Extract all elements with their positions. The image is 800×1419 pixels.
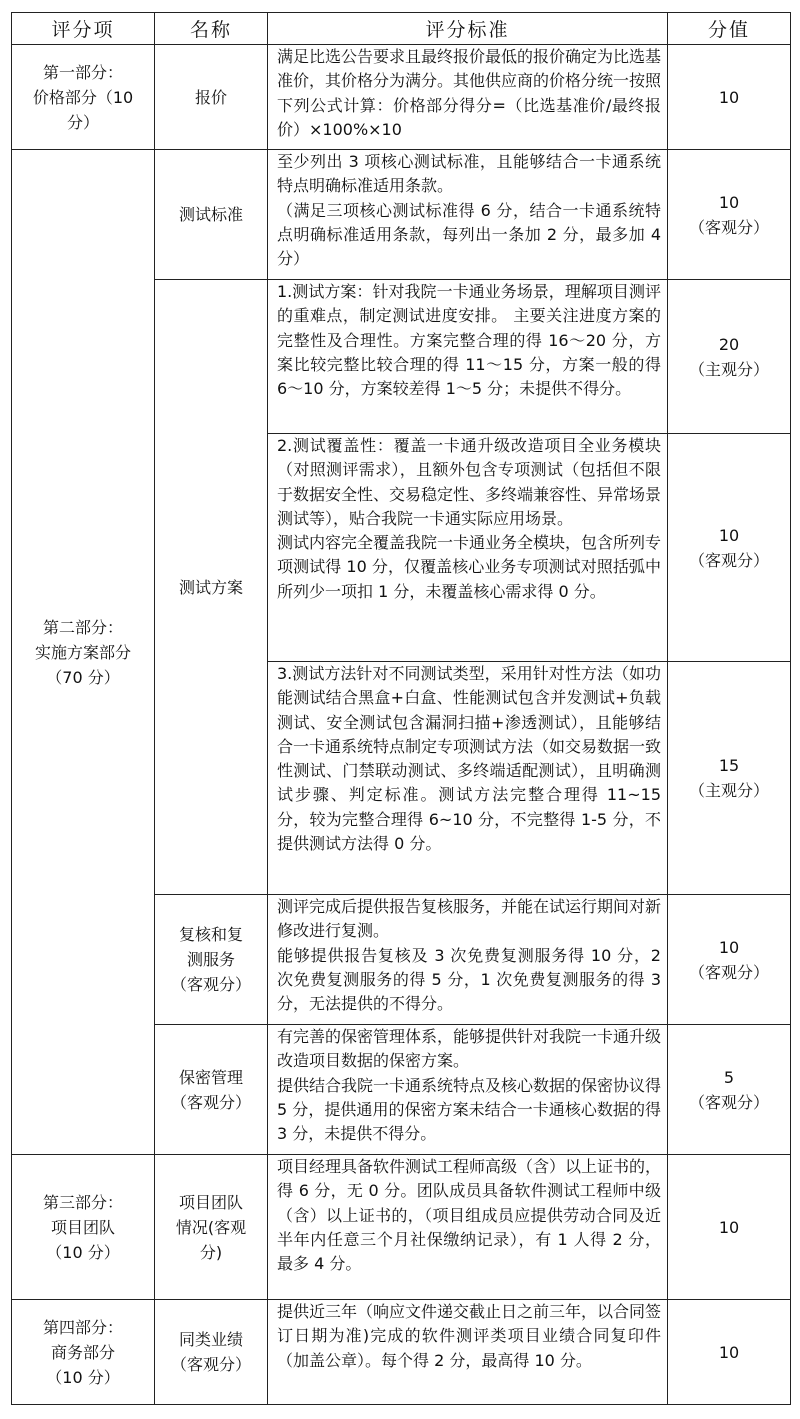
criteria-cell: 满足比选公告要求且最终报价最低的报价确定为比选基准价，其价格分为满分。其他供应商的价格分统一按照下列公式计算：价格部分得分=（比选基准价/最终报价）×100%×10: [268, 45, 668, 150]
criteria-cell: 有完善的保密管理体系，能够提供针对我院一卡通升级改造项目数据的保密方案。 提供结合我院一卡通系统特点及核心数据的保密协议得 5 分，提供通用的保密方案未结合一卡通核心数据的得 3 分，未提供不得分。: [268, 1025, 668, 1155]
part-2-cell: 第二部分： 实施方案部分 （70 分）: [12, 150, 155, 1155]
score-cell: 10 （客观分）: [668, 150, 791, 280]
score-cell: 20 （主观分）: [668, 280, 791, 434]
name-cell: 报价: [155, 45, 268, 150]
criteria-cell: 至少列出 3 项核心测试标准，且能够结合一卡通系统特点明确标准适用条款。 （满足三项核心测试标准得 6 分，结合一卡通系统特点明确标准适用条款，每列出一条加 2 分，最多加 4 分）: [268, 150, 668, 280]
score-cell: 10: [668, 1300, 791, 1405]
score-cell: 10 （客观分）: [668, 895, 791, 1025]
header-name: 名称: [155, 13, 268, 45]
table-row: [12, 1155, 791, 1300]
part-4-cell: 第四部分： 商务部分 （10 分）: [12, 1300, 155, 1405]
criteria-cell: 提供近三年（响应文件递交截止日之前三年，以合同签订日期为准)完成的软件测评类项目业绩合同复印件（加盖公章）。每个得 2 分，最高得 10 分。: [268, 1300, 668, 1405]
part-1-cell: 第一部分： 价格部分（10 分）: [12, 45, 155, 150]
header-criteria: 评分标准: [268, 13, 668, 45]
name-cell: 保密管理 （客观分）: [155, 1025, 268, 1155]
score-cell: 5 （客观分）: [668, 1025, 791, 1155]
name-cell: 测试方案: [155, 280, 268, 895]
name-cell: 项目团队 情况(客观 分): [155, 1155, 268, 1300]
scoring-table: [11, 12, 791, 1405]
criteria-cell: 测评完成后提供报告复核服务，并能在试运行期间对新修改进行复测。 能够提供报告复核及 3 次免费复测服务得 10 分，2 次免费复测服务的得 5 分，1 次免费复测服务的得 3 分，无法提供的不得分。: [268, 895, 668, 1025]
name-cell: 复核和复 测服务 （客观分）: [155, 895, 268, 1025]
table-row: [12, 1300, 791, 1405]
criteria-cell: 2.测试覆盖性：覆盖一卡通升级改造项目全业务模块（对照测评需求），且额外包含专项测试（包括但不限于数据安全性、交易稳定性、多终端兼容性、异常场景测试等），贴合我院一卡通实际应用场景。 测试内容完全覆盖我院一卡通业务全模块，包含所列专项测试得 10 分，仅覆盖核心业务专项测试对照括弧中所列少一项扣 1 分，未覆盖核心需求得 0 分。: [268, 434, 668, 662]
criteria-cell: 1.测试方案：针对我院一卡通业务场景，理解项目测评的重难点，制定测试进度安排。 主要关注进度方案的完整性及合理性。方案完整合理的得 16～20 分，方案比较完整比较合理的得 11～15 分，方案一般的得 6～10 分，方案较差得 1～5 分；未提供不得分。: [268, 280, 668, 434]
criteria-cell: 3.测试方法针对不同测试类型，采用针对性方法（如功能测试结合黑盒+白盒、性能测试包含并发测试+负载测试、安全测试包含漏洞扫描+渗透测试），且能够结合一卡通系统特点制定专项测试方法（如交易数据一致性测试、门禁联动测试、多终端适配测试），且明确测试步骤、判定标准。测试方法完整合理得 11~15 分，较为完整合理得 6~10 分，不完整得 1-5 分，不提供测试方法得 0 分。: [268, 662, 668, 895]
name-cell: 测试标准: [155, 150, 268, 280]
criteria-cell: 项目经理具备软件测试工程师高级（含）以上证书的，得 6 分，无 0 分。团队成员具备软件测试工程师中级（含）以上证书的，（项目组成员应提供劳动合同及近半年内任意三个月社保缴纳记录），有 1 人得 2 分，最多 4 分。: [268, 1155, 668, 1300]
header-scoring-item: 评分项: [12, 13, 155, 45]
header-score: 分值: [668, 13, 791, 45]
table-row: [12, 45, 791, 150]
score-cell: 10 （客观分）: [668, 434, 791, 662]
score-cell: 15 （主观分）: [668, 662, 791, 895]
score-cell: 10: [668, 1155, 791, 1300]
part-3-cell: 第三部分： 项目团队 （10 分）: [12, 1155, 155, 1300]
score-cell: 10: [668, 45, 791, 150]
name-cell: 同类业绩 （客观分）: [155, 1300, 268, 1405]
header-row: [12, 13, 791, 45]
table-row: [12, 150, 791, 280]
